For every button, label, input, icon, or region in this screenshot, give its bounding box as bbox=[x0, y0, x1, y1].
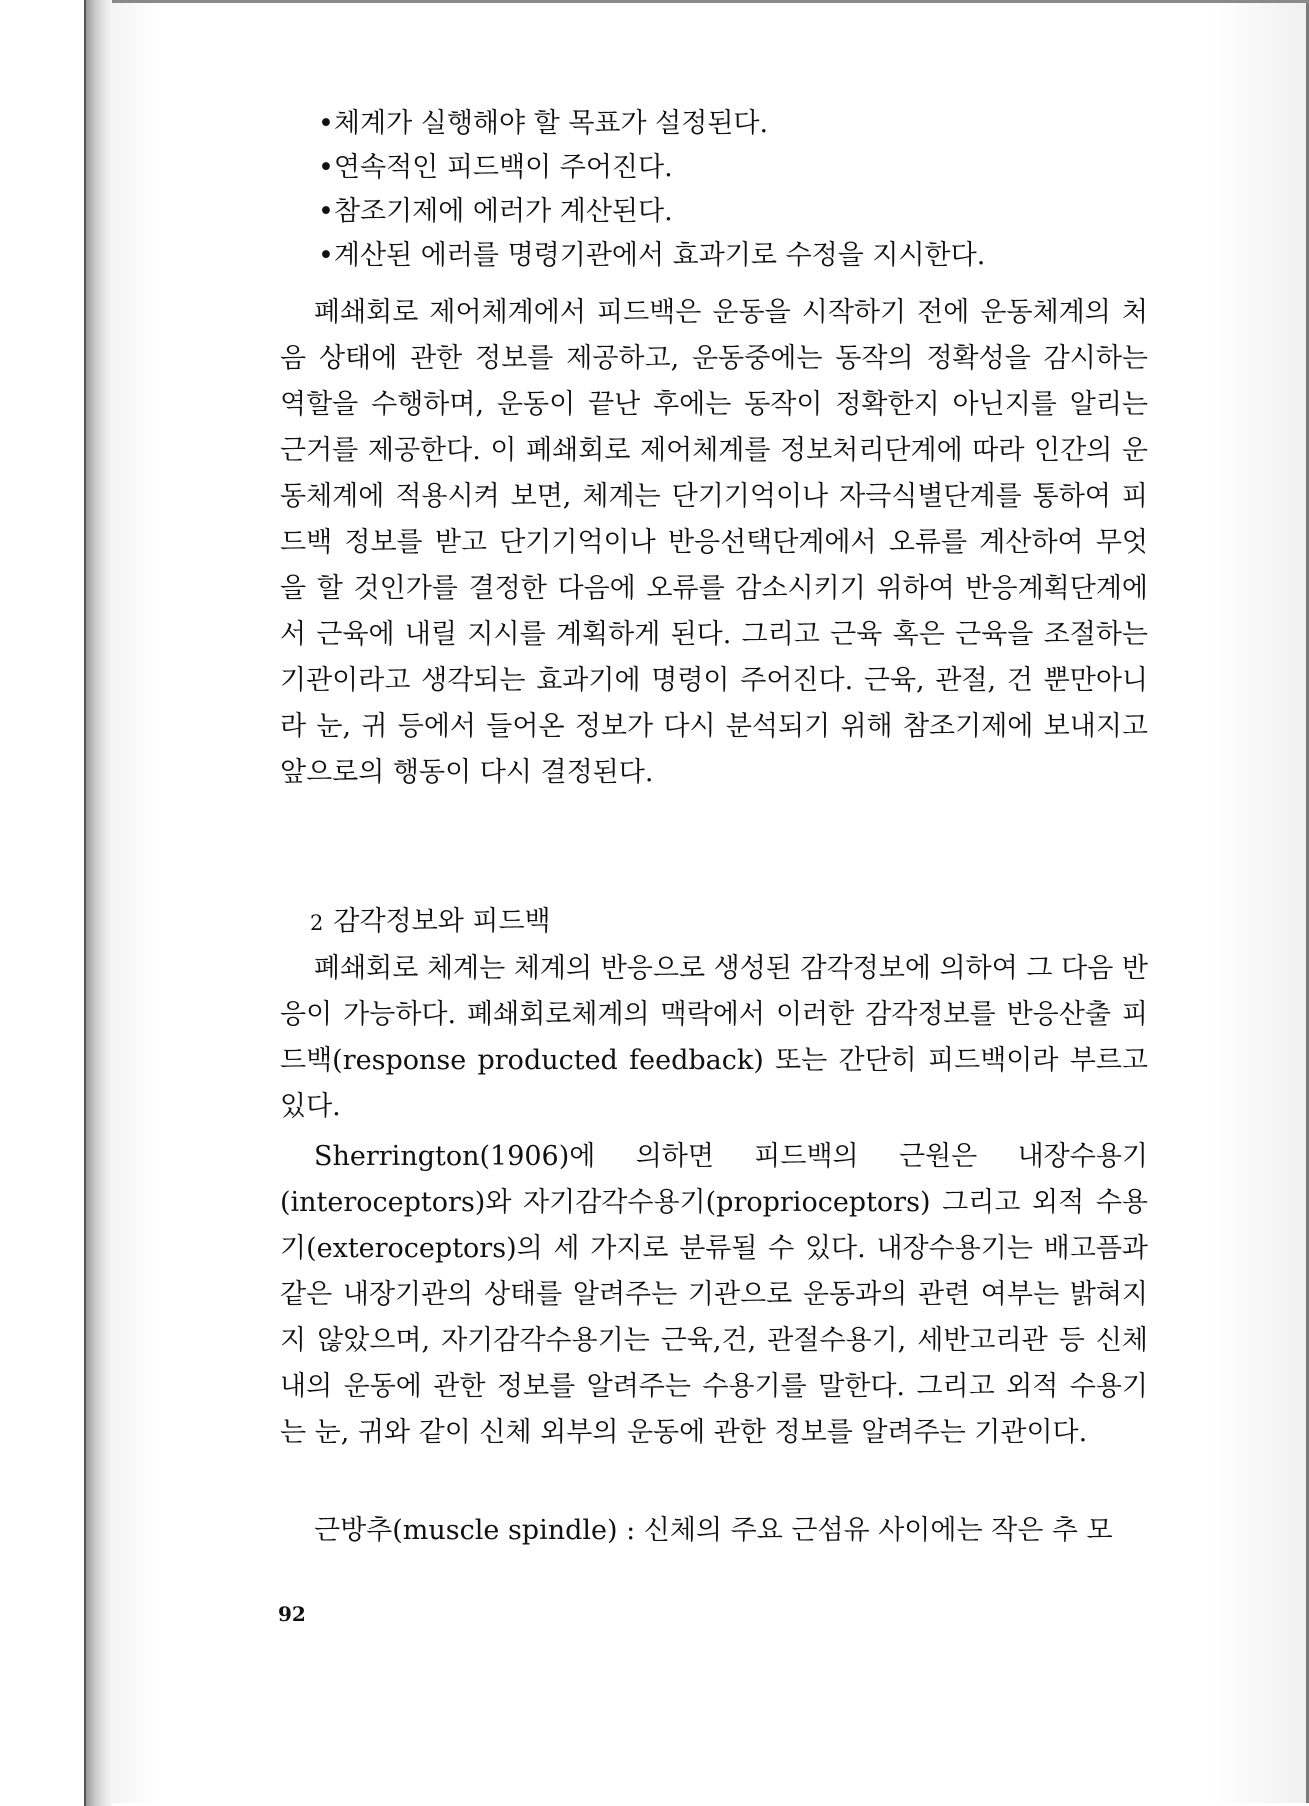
section-number: 2 bbox=[310, 911, 324, 935]
section-title: 감각정보와 피드백 bbox=[333, 906, 551, 937]
section-heading bbox=[310, 900, 1178, 945]
book-spine bbox=[84, 0, 112, 1806]
bullet-item: •체계가 실행해야 할 목표가 설정된다. bbox=[318, 108, 769, 139]
paragraph-sherrington bbox=[280, 1134, 1148, 1456]
paragraph-sensory-info bbox=[280, 946, 1148, 1130]
bullet-list bbox=[318, 102, 1186, 278]
bullet-item: •연속적인 피드백이 주어진다. bbox=[318, 152, 673, 183]
paragraph-text: 근방추(muscle spindle) : 신체의 주요 근섬유 사이에는 작은 추 모 bbox=[314, 1515, 1113, 1546]
paragraph-text: 폐쇄회로 체계는 체계의 반응으로 생성된 감각정보에 의하여 그 다음 반응이 가능하다. 폐쇄회로체계의 맥락에서 이러한 감각정보를 반응산출 피드백(response producted feedback) 또는 간단히 피드백이라 부르고 있다. bbox=[280, 953, 1148, 1122]
paragraph-muscle-spindle bbox=[280, 1508, 1148, 1554]
bullet-item: •계산된 에러를 명령기관에서 효과기로 수정을 지시한다. bbox=[318, 240, 986, 271]
paragraph-text: 폐쇄회로 제어체계에서 피드백은 운동을 시작하기 전에 운동체계의 처음 상태에 관한 정보를 제공하고, 운동중에는 동작의 정확성을 감시하는 역할을 수행하며, 운동이 끝난 후에는 동작이 정확한지 아닌지를 알리는 근거를 제공한다. 이 폐쇄회로 제어체계를 정보처리단계에 따라 인간의 운동체계에 적용시켜 보면, 체계는 단기기억이나 자극식별단계를 통하여 피드백 정보를 받고 단기기억이나 반응선택단계에서 오류를 계산하여 무엇을 할 것인가를 결정한 다음에 오류를 감소시키기 위하여 반응계획단계에서 근육에 내릴 지시를 계획하게 된다. 그리고 근육 혹은 근육을 조절하는 기관이라고 생각되는 효과기에 명령이 주어진다. 근육, 관절, 건 뿐만아니라 눈, 귀 등에서 들어온 정보가 다시 분석되기 위해 참조기제에 보내지고 앞으로의 행동이 다시 결정된다. bbox=[280, 297, 1148, 788]
paragraph-text: Sherrington(1906)에 의하면 피드백의 근원은 내장수용기(interoceptors)와 자기감각수용기(proprioceptors) 그리고 외적 수용기(exteroceptors)의 세 가지로 분류될 수 있다. 내장수용기는 배고픔과 같은 내장기관의 상태를 알려주는 기관으로 운동과의 관련 여부는 밝혀지지 않았으며, 자기감각수용기는 근육,건, 관절수용기, 세반고리관 등 신체 내의 운동에 관한 정보를 알려주는 수용기를 말한다. 그리고 외적 수용기는 눈, 귀와 같이 신체 외부의 운동에 관한 정보를 알려주는 기관이다. bbox=[280, 1141, 1148, 1448]
paragraph-closed-loop-feedback bbox=[280, 290, 1148, 796]
bullet-item: •참조기제에 에러가 계산된다. bbox=[318, 196, 673, 227]
page-number: 92 bbox=[278, 1602, 306, 1626]
